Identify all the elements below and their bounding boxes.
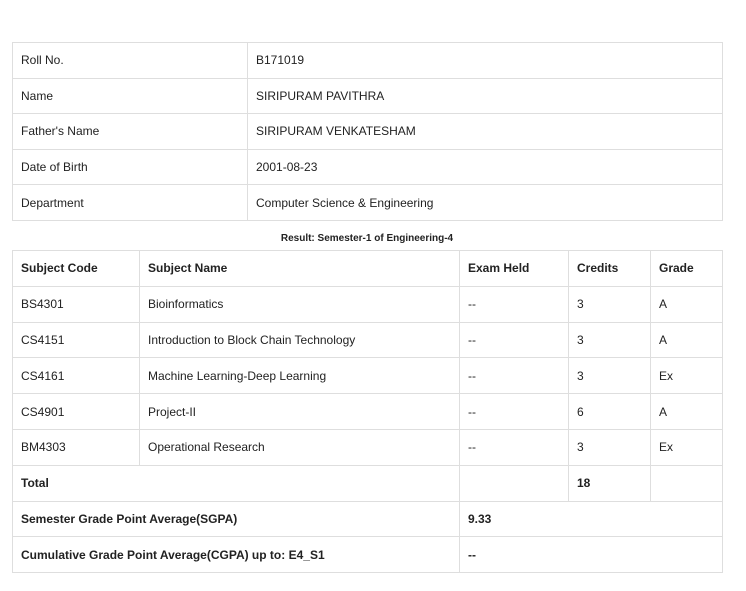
total-row <box>13 465 723 501</box>
table-row <box>13 358 723 394</box>
total-credits: 18 <box>569 465 651 501</box>
cgpa-label: Cumulative Grade Point Average(CGPA) up to: E4_S1 <box>13 537 460 573</box>
sgpa-label: Semester Grade Point Average(SGPA) <box>13 501 460 537</box>
results-header-row <box>13 251 723 287</box>
student-label: Name <box>13 78 248 114</box>
header-subject-name: Subject Name <box>140 251 460 287</box>
student-value: SIRIPURAM PAVITHRA <box>248 78 723 114</box>
credits: 3 <box>569 429 651 465</box>
exam-held: -- <box>460 358 569 394</box>
table-row <box>13 429 723 465</box>
student-row-date-of-birth <box>13 149 723 185</box>
header-credits: Credits <box>569 251 651 287</box>
student-row-name <box>13 78 723 114</box>
subject-code: CS4151 <box>13 322 140 358</box>
table-row <box>13 322 723 358</box>
cgpa-row <box>13 537 723 573</box>
exam-held: -- <box>460 286 569 322</box>
header-subject-code: Subject Code <box>13 251 140 287</box>
student-label: Department <box>13 185 248 221</box>
student-row-department <box>13 185 723 221</box>
grade: A <box>651 394 723 430</box>
credits: 3 <box>569 358 651 394</box>
student-label: Father's Name <box>13 114 248 150</box>
sgpa-row <box>13 501 723 537</box>
subject-name: Operational Research <box>140 429 460 465</box>
subject-code: BS4301 <box>13 286 140 322</box>
subject-name: Project-II <box>140 394 460 430</box>
sgpa-value: 9.33 <box>460 501 723 537</box>
subject-code: CS4901 <box>13 394 140 430</box>
student-value: Computer Science & Engineering <box>248 185 723 221</box>
total-grade-cell <box>651 465 723 501</box>
exam-held: -- <box>460 429 569 465</box>
total-label: Total <box>13 465 460 501</box>
exam-held: -- <box>460 322 569 358</box>
result-caption: Result: Semester-1 of Engineering-4 <box>280 233 454 244</box>
grade: Ex <box>651 358 723 394</box>
student-label: Date of Birth <box>13 149 248 185</box>
credits: 3 <box>569 322 651 358</box>
results-table <box>12 250 723 573</box>
grade: A <box>651 322 723 358</box>
student-row-fathers-name <box>13 114 723 150</box>
header-exam-held: Exam Held <box>460 251 569 287</box>
grade: Ex <box>651 429 723 465</box>
table-row <box>13 394 723 430</box>
grade: A <box>651 286 723 322</box>
subject-name: Introduction to Block Chain Technology <box>140 322 460 358</box>
cgpa-value: -- <box>460 537 723 573</box>
student-row-roll-no <box>13 43 723 79</box>
subject-name: Bioinformatics <box>140 286 460 322</box>
total-exam-held-cell <box>460 465 569 501</box>
header-grade: Grade <box>651 251 723 287</box>
table-row <box>13 286 723 322</box>
student-value: 2001-08-23 <box>248 149 723 185</box>
credits: 6 <box>569 394 651 430</box>
subject-code: CS4161 <box>13 358 140 394</box>
student-info-table <box>12 42 723 221</box>
subject-code: BM4303 <box>13 429 140 465</box>
credits: 3 <box>569 286 651 322</box>
exam-held: -- <box>460 394 569 430</box>
student-value: SIRIPURAM VENKATESHAM <box>248 114 723 150</box>
student-value: B171019 <box>248 43 723 79</box>
subject-name: Machine Learning-Deep Learning <box>140 358 460 394</box>
student-label: Roll No. <box>13 43 248 79</box>
